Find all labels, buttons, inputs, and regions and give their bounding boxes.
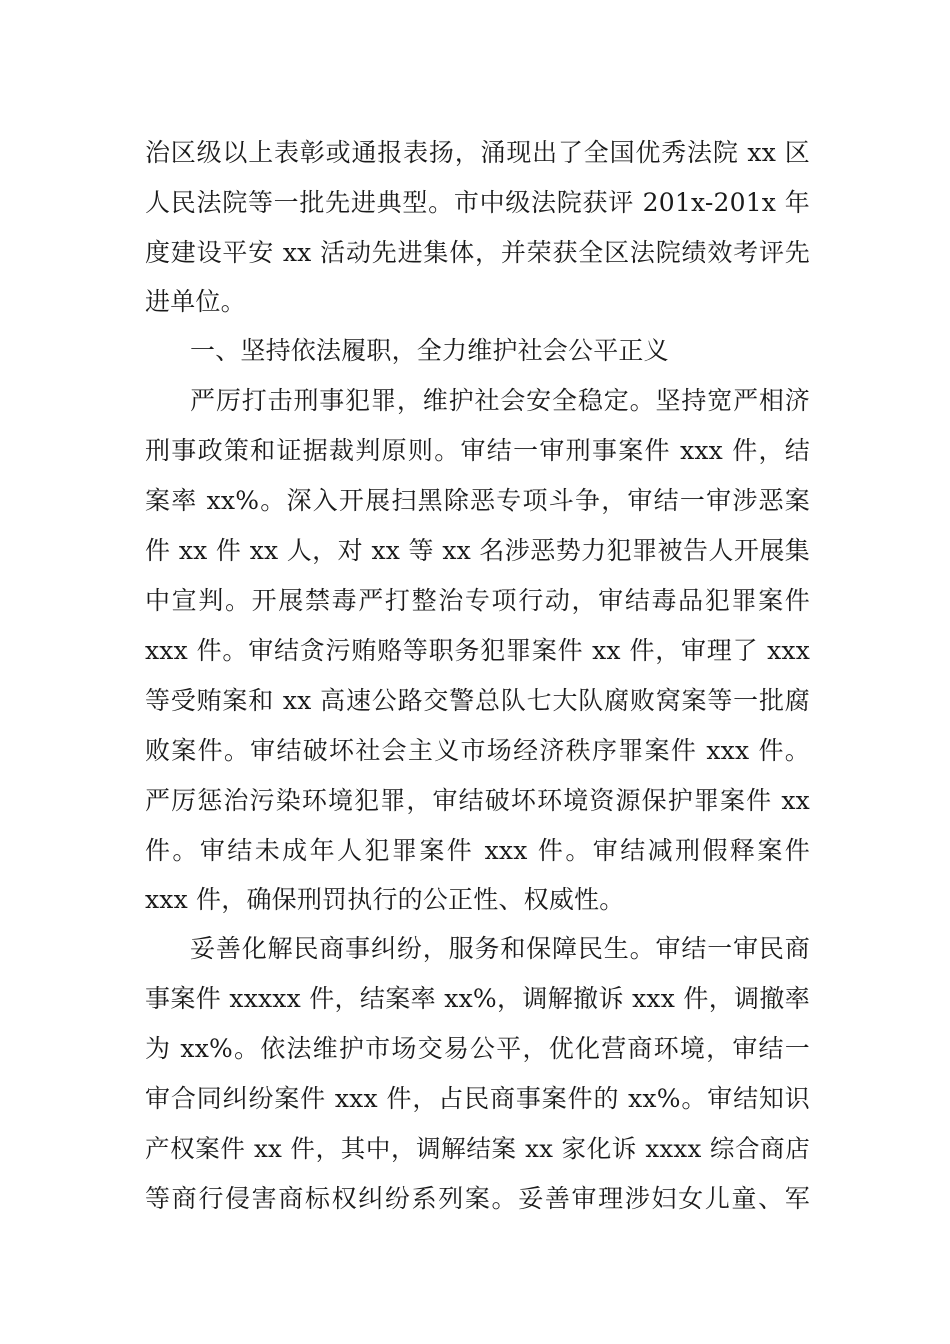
paragraph-2-line-7: 等受贿案和 xx 高速公路交警总队七大队腐败窝案等一批腐 [145, 686, 810, 715]
paragraph-2-line-1: 严厉打击刑事犯罪，维护社会安全稳定。坚持宽严相济 [190, 386, 810, 415]
paragraph-2-line-8: 败案件。审结破坏社会主义市场经济秩序罪案件 xxx 件。 [145, 736, 810, 765]
section-heading-1: 一、坚持依法履职，全力维护社会公平正义 [190, 336, 669, 365]
paragraph-2-line-5: 中宣判。开展禁毒严打整治专项行动，审结毒品犯罪案件 [145, 586, 810, 615]
paragraph-3-line-3: 为 xx%。依法维护市场交易公平，优化营商环境，审结一 [145, 1034, 810, 1063]
paragraph-3-line-2: 事案件 xxxxx 件，结案率 xx%，调解撤诉 xxx 件，调撤率 [145, 984, 810, 1013]
paragraph-1-line-2: 人民法院等一批先进典型。市中级法院获评 201x-201x 年 [145, 188, 810, 217]
paragraph-1-line-3: 度建设平安 xx 活动先进集体，并荣获全区法院绩效考评先 [145, 238, 810, 267]
paragraph-1-line-1: 治区级以上表彰或通报表扬，涌现出了全国优秀法院 xx 区 [145, 138, 810, 167]
paragraph-2-line-4: 件 xx 件 xx 人，对 xx 等 xx 名涉恶势力犯罪被告人开展集 [145, 536, 810, 565]
paragraph-2-line-2: 刑事政策和证据裁判原则。审结一审刑事案件 xxx 件，结 [145, 436, 810, 465]
paragraph-2-line-11: xxx 件，确保刑罚执行的公正性、权威性。 [145, 885, 625, 914]
paragraph-2-line-10: 件。审结未成年人犯罪案件 xxx 件。审结减刑假释案件 [145, 836, 810, 865]
paragraph-2-line-3: 案率 xx%。深入开展扫黑除恶专项斗争，审结一审涉恶案 [145, 486, 810, 515]
paragraph-3-line-5: 产权案件 xx 件，其中，调解结案 xx 家化诉 xxxx 综合商店 [145, 1134, 810, 1163]
paragraph-3-line-1: 妥善化解民商事纠纷，服务和保障民生。审结一审民商 [190, 934, 810, 963]
paragraph-2-line-6: xxx 件。审结贪污贿赂等职务犯罪案件 xx 件，审理了 xxx [145, 636, 810, 665]
paragraph-3-line-4: 审合同纠纷案件 xxx 件，占民商事案件的 xx%。审结知识 [145, 1084, 810, 1113]
paragraph-1-line-4: 进单位。 [145, 287, 246, 316]
paragraph-3-line-6: 等商行侵害商标权纠纷系列案。妥善审理涉妇女儿童、军 [145, 1184, 810, 1213]
paragraph-2-line-9: 严厉惩治污染环境犯罪，审结破坏环境资源保护罪案件 xx [145, 786, 810, 815]
